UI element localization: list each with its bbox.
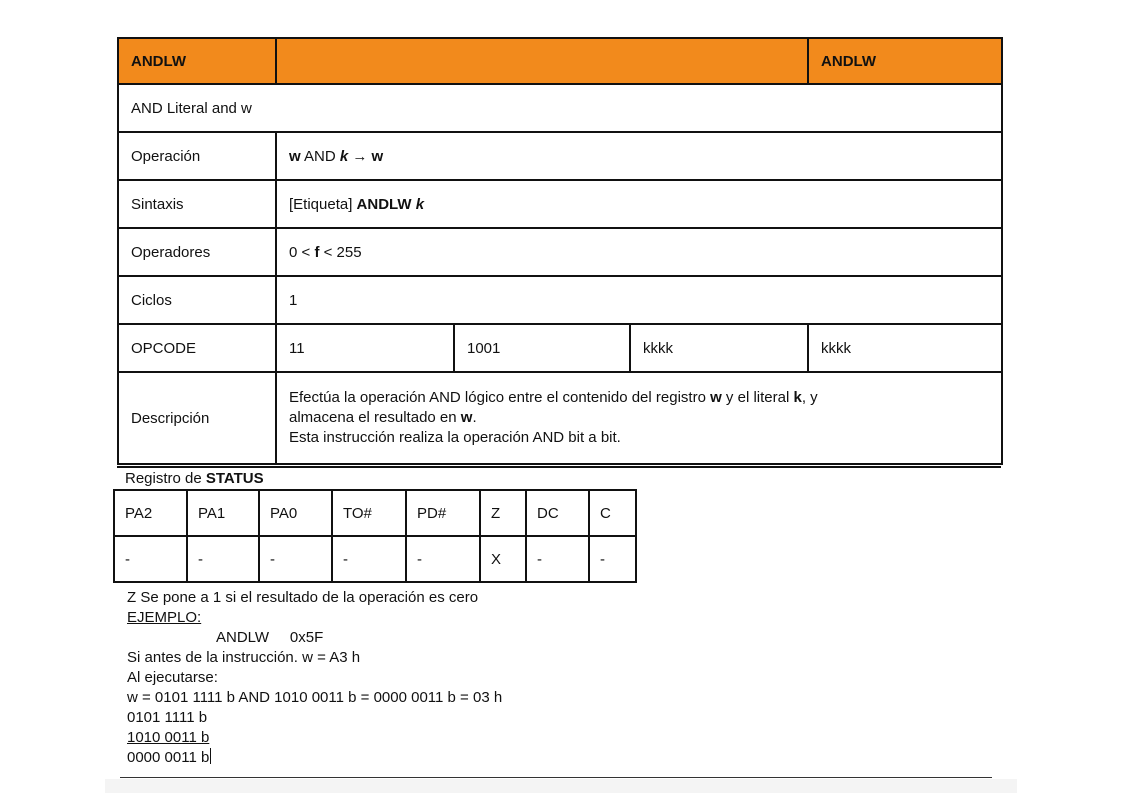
descripcion-line-1-a: Efectúa la operación AND lógico entre el contenido del registro <box>289 389 711 406</box>
operacion-arrow: → <box>348 147 372 165</box>
operacion-label: Operación <box>118 132 276 180</box>
status-bit-dc: DC <box>526 490 589 536</box>
full-name-row <box>118 84 1002 132</box>
result-row <box>127 748 502 768</box>
descripcion-line-1 <box>289 388 989 408</box>
instruction-header-row <box>118 38 1002 84</box>
status-register-table <box>113 489 637 583</box>
operacion-k: k <box>339 147 349 165</box>
before-state: Si antes de la instrucción. w = A3 h <box>127 649 361 666</box>
opcode-row <box>118 324 1002 372</box>
example-heading: EJEMPLO: <box>127 609 202 626</box>
example-code: ANDLW 0x5F <box>216 629 324 646</box>
operacion-w: w <box>289 147 301 165</box>
operacion-value <box>276 132 1002 180</box>
status-bit-to: TO# <box>332 490 406 536</box>
descripcion-line-1-k: k <box>793 389 802 406</box>
table-bottom-double-rule <box>117 466 1001 468</box>
operand-2: 1010 0011 b <box>127 729 210 746</box>
operadores-pre: 0 < <box>289 243 315 261</box>
status-bit-c: C <box>589 490 636 536</box>
descripcion-line-1-w: w <box>710 389 722 406</box>
sintaxis-mnemonic: ANDLW <box>356 195 416 213</box>
descripcion-line-3: Esta instrucción realiza la operación AND bit a bit. <box>289 429 621 446</box>
result-value: 0000 0011 b <box>127 749 210 766</box>
opcode-part-2: 1001 <box>454 324 630 372</box>
header-spacer <box>276 38 808 84</box>
opcode-part-4: kkkk <box>808 324 1002 372</box>
status-effect-pa1: - <box>187 536 259 582</box>
bottom-rule <box>120 777 992 778</box>
z-flag-note: Z Se pone a 1 si el resultado de la operación es cero <box>127 589 479 606</box>
header-mnemonic-left: ANDLW <box>118 38 276 84</box>
opcode-label: OPCODE <box>118 324 276 372</box>
opcode-part-3: kkkk <box>630 324 808 372</box>
status-bit-pa0: PA0 <box>259 490 332 536</box>
ciclos-value: 1 <box>276 276 1002 324</box>
status-bit-pd: PD# <box>406 490 480 536</box>
status-bit-pa1: PA1 <box>187 490 259 536</box>
ciclos-row <box>118 276 1002 324</box>
status-effect-pa2: - <box>114 536 187 582</box>
operacion-row <box>118 132 1002 180</box>
ciclos-label: Ciclos <box>118 276 276 324</box>
operadores-f: f <box>314 243 320 261</box>
operacion-dest: w <box>371 147 384 165</box>
descripcion-line-1-c: , y <box>801 389 818 406</box>
status-title-prefix: Registro de <box>125 470 206 487</box>
instruction-full-name: AND Literal and w <box>118 84 1002 132</box>
operand-1: 0101 1111 b <box>127 709 208 726</box>
status-effect-dc: - <box>526 536 589 582</box>
header-mnemonic-right-text: ANDLW <box>821 52 877 70</box>
page-bottom-shade <box>105 779 1017 793</box>
descripcion-line-1-b: y el literal <box>721 389 794 406</box>
header-mnemonic-right <box>808 38 1002 84</box>
example-notes <box>127 588 502 768</box>
sintaxis-row <box>118 180 1002 228</box>
status-bit-z: Z <box>480 490 526 536</box>
status-title-bold: STATUS <box>205 470 264 487</box>
operadores-value <box>276 228 1002 276</box>
descripcion-line-2-b: . <box>472 409 477 426</box>
sintaxis-k: k <box>415 195 425 213</box>
status-effect-z: X <box>480 536 526 582</box>
sintaxis-tag: [Etiqueta] <box>289 195 357 213</box>
operadores-row <box>118 228 1002 276</box>
result-line: w = 0101 1111 b AND 1010 0011 b = 0000 0011 b = 03 h <box>127 689 503 706</box>
descripcion-label: Descripción <box>118 372 276 464</box>
status-register-title <box>125 470 264 487</box>
opcode-part-1: 11 <box>276 324 454 372</box>
sintaxis-value <box>276 180 1002 228</box>
status-bit-pa2: PA2 <box>114 490 187 536</box>
descripcion-line-2-a: almacena el resultado en <box>289 409 461 426</box>
status-effect-c: - <box>589 536 636 582</box>
descripcion-text <box>276 372 1002 464</box>
descripcion-line-2-w: w <box>460 409 473 426</box>
descripcion-line-2 <box>289 408 989 428</box>
descripcion-row <box>118 372 1002 464</box>
after-label: Al ejecutarse: <box>127 669 218 686</box>
sintaxis-label: Sintaxis <box>118 180 276 228</box>
status-effects-row <box>114 536 636 582</box>
operacion-and: AND <box>300 147 340 165</box>
status-bits-row <box>114 490 636 536</box>
instruction-table <box>117 37 1003 465</box>
operadores-label: Operadores <box>118 228 276 276</box>
status-effect-to: - <box>332 536 406 582</box>
status-effect-pd: - <box>406 536 480 582</box>
status-effect-pa0: - <box>259 536 332 582</box>
text-cursor <box>210 748 211 764</box>
operadores-post: < 255 <box>319 243 362 261</box>
